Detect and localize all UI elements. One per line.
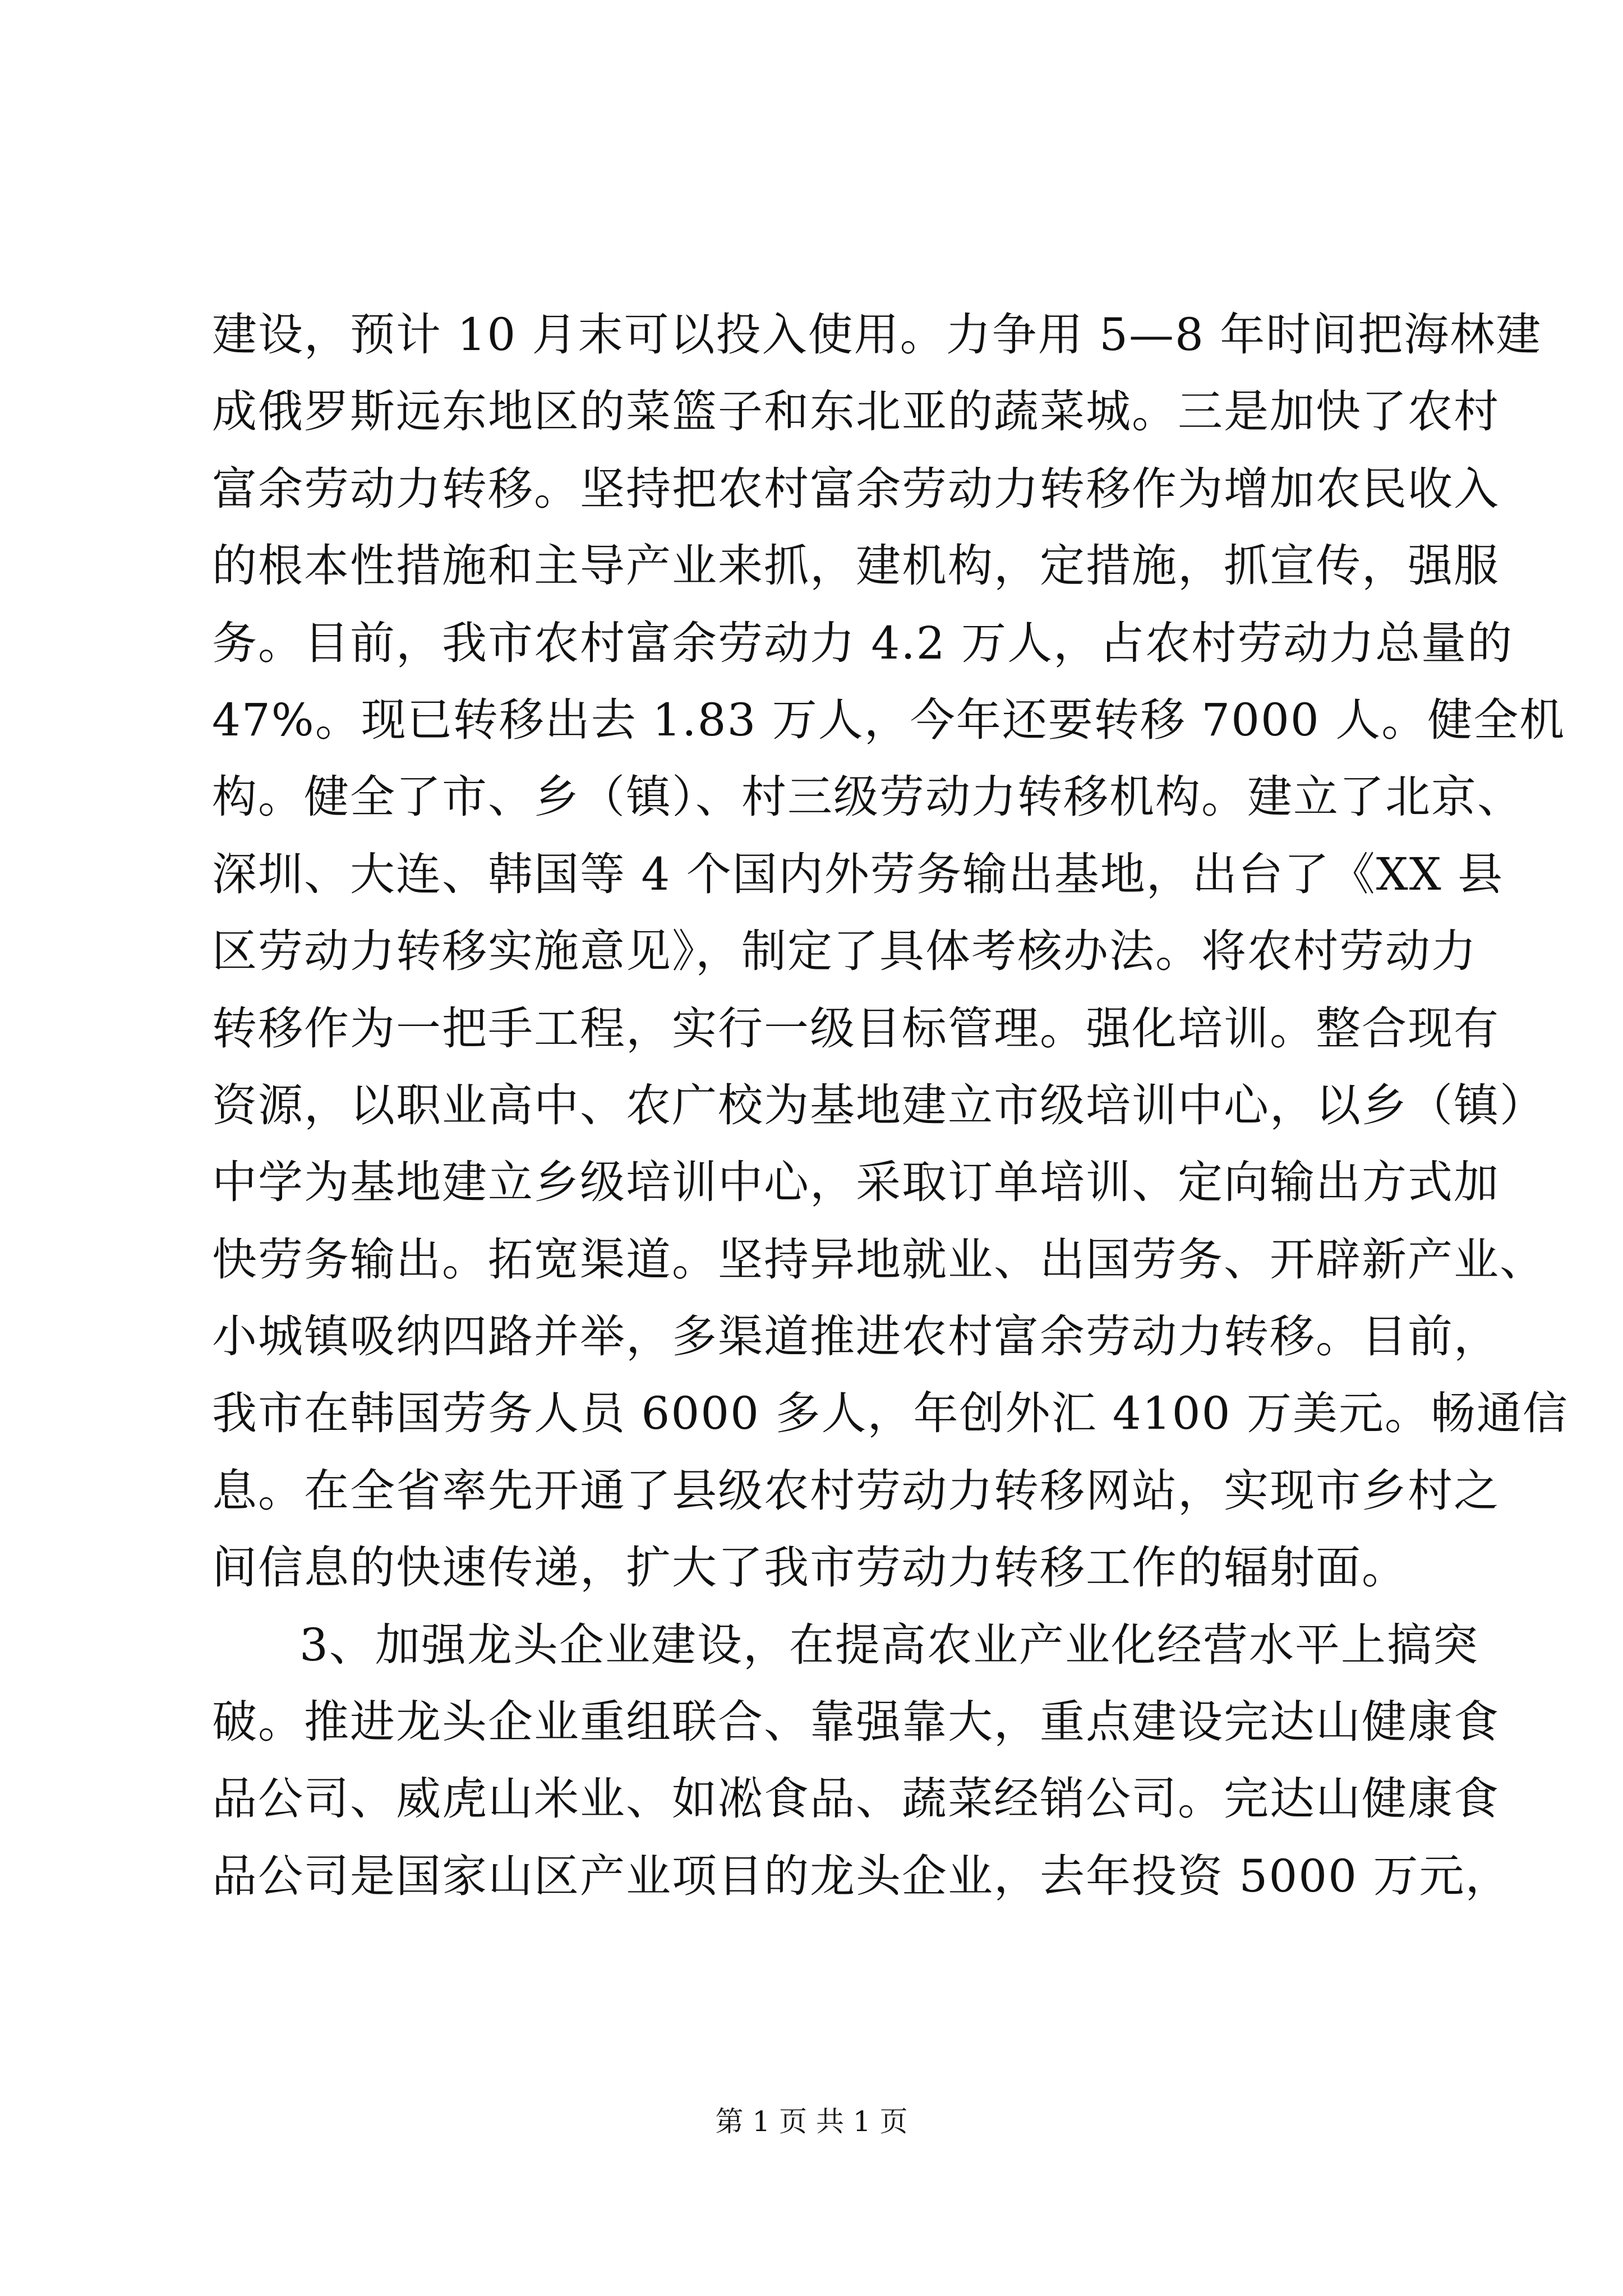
text-line: 破。推进龙头企业重组联合、靠强靠大，重点建设完达山健康食 [212, 1696, 1500, 1749]
text-line: 品公司是国家山区产业项目的龙头企业，去年投资 5000 万元， [212, 1849, 1511, 1902]
page-number-label: 第 1 页 共 1 页 [715, 2105, 908, 2138]
text-line: 资源，以职业高中、农广校为基地建立市级培训中心，以乡（镇） [212, 1079, 1546, 1131]
text-line: 47%。现已转移出去 1.83 万人，今年还要转移 7000 人。健全机 [212, 693, 1566, 746]
text-line: 的根本性措施和主导产业来抓，建机构，定措施，抓宣传，强服 [212, 540, 1500, 592]
page-footer [0, 2105, 1623, 2138]
text-line: 中学为基地建立乡级培训中心，采取订单培训、定向输出方式加 [212, 1156, 1500, 1209]
text-line: 务。目前，我市农村富余劳动力 4.2 万人，占农村劳动力总量的 [212, 616, 1514, 669]
text-line: 转移作为一把手工程，实行一级目标管理。强化培训。整合现有 [212, 1002, 1500, 1055]
text-line: 富余劳动力转移。坚持把农村富余劳动力转移作为增加农民收入 [212, 462, 1500, 515]
text-line: 快劳务输出。拓宽渠道。坚持异地就业、出国劳务、开辟新产业、 [212, 1233, 1546, 1286]
text-line: 区劳动力转移实施意见》，制定了具体考核办法。将农村劳动力 [212, 925, 1477, 978]
text-line: 建设，预计 10 月末可以投入使用。力争用 5—8 年时间把海林建 [212, 309, 1542, 361]
text-line: 我市在韩国劳务人员 6000 多人，年创外汇 4100 万美元。畅通信 [212, 1387, 1569, 1440]
text-line: 深圳、大连、韩国等 4 个国内外劳务输出基地，出台了《XX 县 [212, 848, 1504, 900]
paragraph-start-line: 3、加强龙头企业建设，在提高农业产业化经营水平上搞突 [299, 1618, 1479, 1671]
text-line: 息。在全省率先开通了县级农村劳动力转移网站，实现市乡村之 [212, 1464, 1500, 1517]
document-body [212, 296, 1569, 1915]
text-line: 品公司、威虎山米业、如凇食品、蔬菜经销公司。完达山健康食 [212, 1773, 1500, 1825]
text-line: 构。健全了市、乡（镇）、村三级劳动力转移机构。建立了北京、 [212, 771, 1523, 823]
text-line: 小城镇吸纳四路并举，多渠道推进农村富余劳动力转移。目前， [212, 1310, 1500, 1363]
text-line: 间信息的快速传递，扩大了我市劳动力转移工作的辐射面。 [212, 1542, 1408, 1594]
text-line: 成俄罗斯远东地区的菜篮子和东北亚的蔬菜城。三是加快了农村 [212, 385, 1500, 438]
